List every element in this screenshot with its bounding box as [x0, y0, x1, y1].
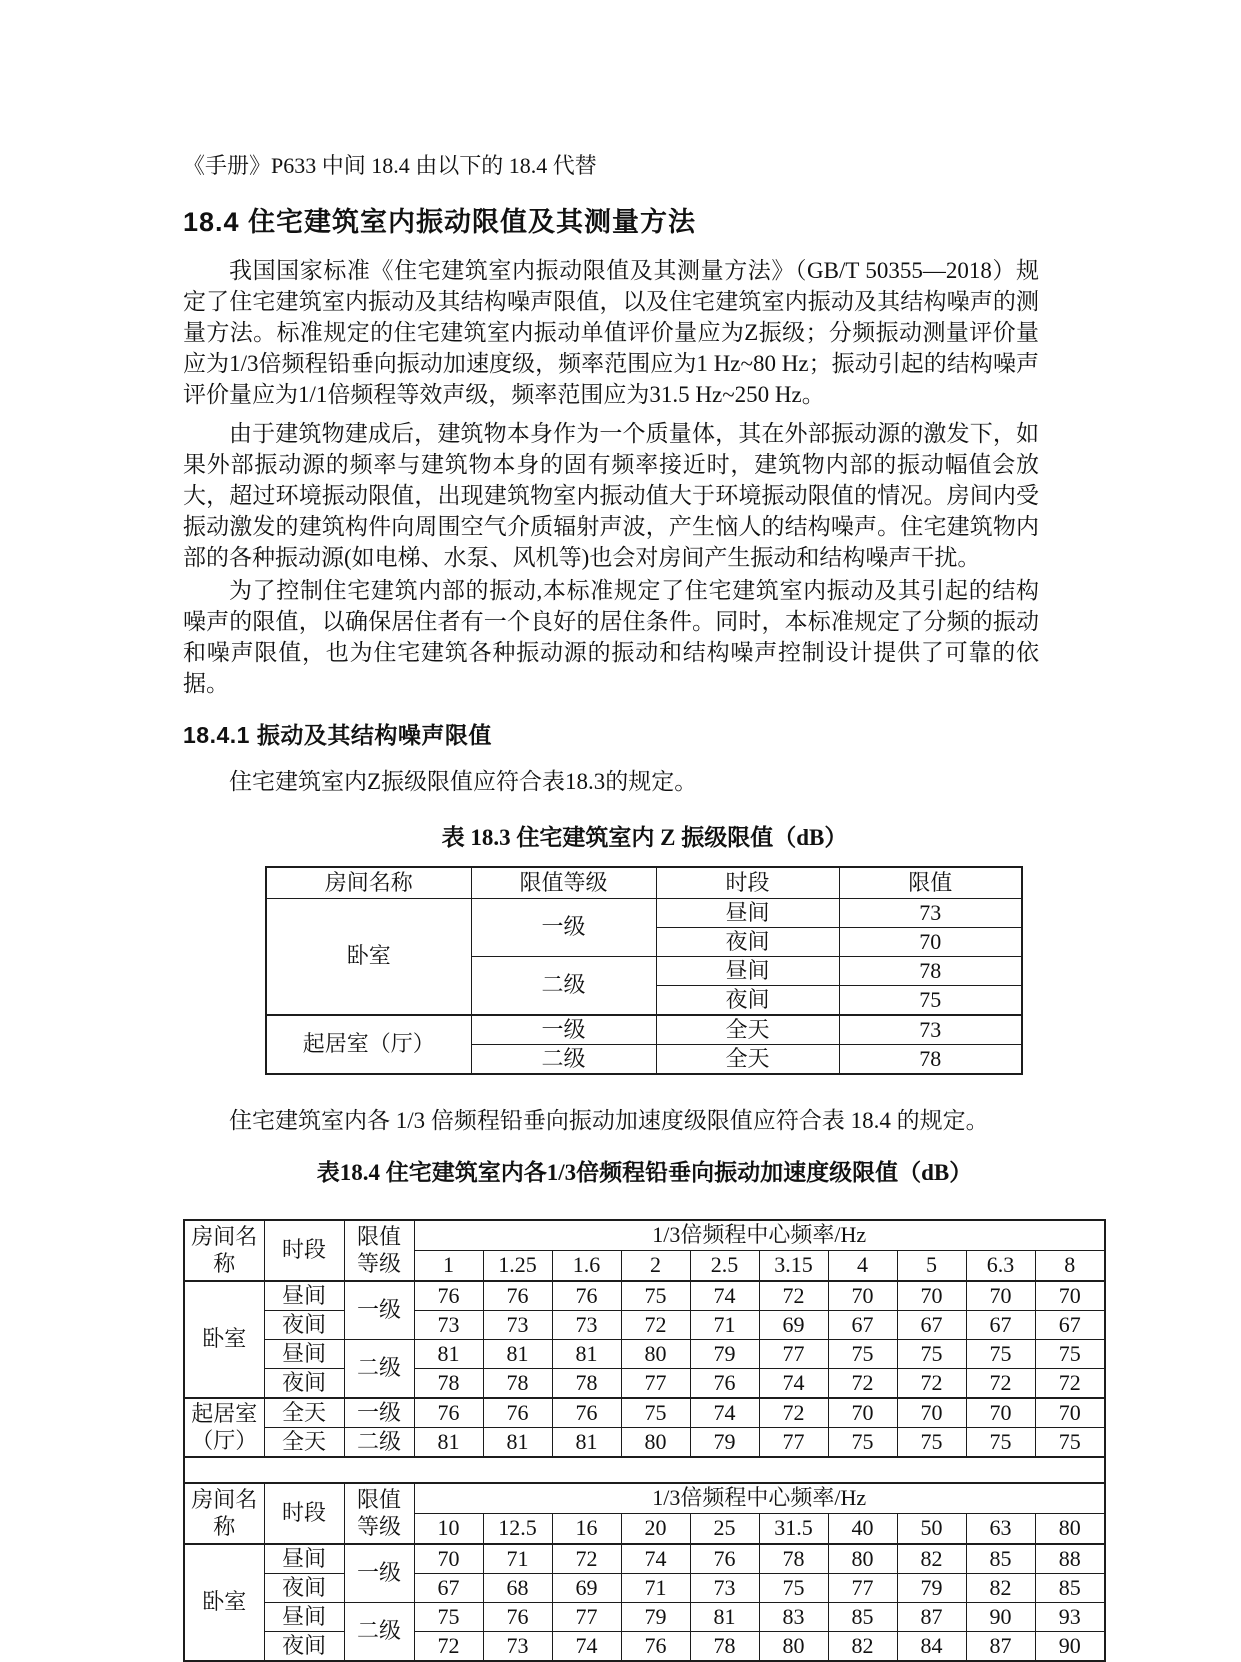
- freq-cell: 16: [552, 1514, 621, 1545]
- table-header-row: [184, 1483, 1105, 1514]
- value-cell: 69: [552, 1574, 621, 1603]
- freq-cell: 6.3: [966, 1251, 1035, 1282]
- header-room: 房间名称: [266, 867, 471, 899]
- value-cell: 73: [839, 899, 1022, 928]
- value-cell: 90: [966, 1603, 1035, 1632]
- period-cell: 夜间: [264, 1369, 344, 1399]
- freq-cell: 12.5: [483, 1514, 552, 1545]
- period-cell: 昼间: [264, 1281, 344, 1311]
- value-cell: 77: [759, 1340, 828, 1369]
- value-cell: 93: [1035, 1603, 1105, 1632]
- table-row: [184, 1398, 1105, 1428]
- freq-cell: 8: [1035, 1251, 1105, 1282]
- table-row: [184, 1632, 1105, 1662]
- header-grade: 限值等级: [344, 1483, 414, 1544]
- value-cell: 81: [414, 1428, 483, 1458]
- table-18-4-caption: 表18.4 住宅建筑室内各1/3倍频程铅垂向振动加速度级限值（dB）: [316, 1160, 973, 1185]
- room-cell: 卧室: [184, 1281, 264, 1398]
- value-cell: 70: [828, 1281, 897, 1311]
- table-row: [184, 1428, 1105, 1458]
- value-cell: 75: [1035, 1428, 1105, 1458]
- value-cell: 79: [621, 1603, 690, 1632]
- value-cell: 75: [759, 1574, 828, 1603]
- grade-cell: 一级: [344, 1398, 414, 1428]
- header-freq-band: 1/3倍频程中心频率/Hz: [414, 1483, 1105, 1514]
- period-cell: 昼间: [264, 1603, 344, 1632]
- freq-cell: 1: [414, 1251, 483, 1282]
- freq-cell: 63: [966, 1514, 1035, 1545]
- value-cell: 72: [897, 1369, 966, 1399]
- table-row: [266, 1015, 1022, 1045]
- grade-cell: 一级: [344, 1544, 414, 1603]
- freq-cell: 25: [690, 1514, 759, 1545]
- revision-note: 《手册》P633 中间 18.4 由以下的 18.4 代替: [183, 153, 597, 178]
- value-cell: 85: [1035, 1574, 1105, 1603]
- value-cell: 77: [759, 1428, 828, 1458]
- value-cell: 81: [552, 1340, 621, 1369]
- freq-cell: 1.25: [483, 1251, 552, 1282]
- value-cell: 82: [966, 1574, 1035, 1603]
- value-cell: 74: [621, 1544, 690, 1574]
- value-cell: 81: [552, 1428, 621, 1458]
- freq-cell: 50: [897, 1514, 966, 1545]
- table-18-3: [265, 866, 1023, 1075]
- value-cell: 76: [414, 1398, 483, 1428]
- section-18-4-title: 18.4 住宅建筑室内振动限值及其测量方法: [183, 207, 697, 237]
- period-cell: 夜间: [264, 1632, 344, 1662]
- value-cell: 68: [483, 1574, 552, 1603]
- freq-cell: 1.6: [552, 1251, 621, 1282]
- value-cell: 81: [483, 1340, 552, 1369]
- value-cell: 75: [828, 1428, 897, 1458]
- grade-cell: 二级: [471, 1045, 656, 1075]
- table-row: [266, 899, 1022, 928]
- grade-cell: 一级: [471, 1015, 656, 1045]
- value-cell: 79: [897, 1574, 966, 1603]
- value-cell: 72: [552, 1544, 621, 1574]
- table-18-4-intro: 住宅建筑室内各 1/3 倍频程铅垂向振动加速度级限值应符合表 18.4 的规定。: [229, 1108, 989, 1133]
- table-row: [184, 1544, 1105, 1574]
- value-cell: 70: [414, 1544, 483, 1574]
- header-room: 房间名称: [184, 1483, 264, 1544]
- freq-cell: 4: [828, 1251, 897, 1282]
- room-cell: 起居室（厅）: [266, 1015, 471, 1074]
- value-cell: 81: [483, 1428, 552, 1458]
- value-cell: 70: [1035, 1281, 1105, 1311]
- value-cell: 76: [690, 1544, 759, 1574]
- header-period: 时段: [264, 1220, 344, 1281]
- value-cell: 71: [483, 1544, 552, 1574]
- value-cell: 75: [621, 1281, 690, 1311]
- value-cell: 78: [483, 1369, 552, 1399]
- value-cell: 74: [690, 1281, 759, 1311]
- header-freq-band: 1/3倍频程中心频率/Hz: [414, 1220, 1105, 1251]
- room-cell: 卧室: [184, 1544, 264, 1661]
- header-period: 时段: [264, 1483, 344, 1544]
- value-cell: 82: [828, 1632, 897, 1662]
- value-cell: 79: [690, 1428, 759, 1458]
- value-cell: 76: [483, 1398, 552, 1428]
- subsection-18-4-1-title: 18.4.1 振动及其结构噪声限值: [183, 722, 492, 748]
- freq-cell: 3.15: [759, 1251, 828, 1282]
- value-cell: 84: [897, 1632, 966, 1662]
- value-cell: 73: [483, 1632, 552, 1662]
- value-cell: 78: [759, 1544, 828, 1574]
- value-cell: 73: [483, 1311, 552, 1340]
- value-cell: 75: [621, 1398, 690, 1428]
- value-cell: 80: [621, 1428, 690, 1458]
- header-grade: 限值等级: [344, 1220, 414, 1281]
- grade-cell: 二级: [344, 1340, 414, 1399]
- grade-cell: 二级: [344, 1603, 414, 1662]
- freq-cell: 2.5: [690, 1251, 759, 1282]
- value-cell: 83: [759, 1603, 828, 1632]
- value-cell: 87: [966, 1632, 1035, 1662]
- value-cell: 71: [690, 1311, 759, 1340]
- value-cell: 90: [1035, 1632, 1105, 1662]
- paragraph-standard-overview: 我国国家标准《住宅建筑室内振动限值及其测量方法》（GB/T 50355—2018）规定了住宅建筑室内振动及其结构噪声限值，以及住宅建筑室内振动及其结构噪声的测量方法。标准规定的住宅建筑室内振动单值评价量应为Z振级；分频振动测量评价量应为1/3倍频程铅垂向振动加速度级，频率范围应为1 Hz~80 Hz；振动引起的结构噪声评价量应为1/1倍频程等效声级，频率范围应为31.5 Hz~250 Hz。: [183, 258, 1039, 407]
- value-cell: 70: [897, 1398, 966, 1428]
- freq-cell: 10: [414, 1514, 483, 1545]
- value-cell: 67: [1035, 1311, 1105, 1340]
- freq-cell: 31.5: [759, 1514, 828, 1545]
- value-cell: 73: [839, 1015, 1022, 1045]
- value-cell: 67: [897, 1311, 966, 1340]
- value-cell: 80: [621, 1340, 690, 1369]
- value-cell: 70: [828, 1398, 897, 1428]
- grade-cell: 一级: [471, 899, 656, 957]
- table-row: [184, 1369, 1105, 1399]
- value-cell: 76: [621, 1632, 690, 1662]
- value-cell: 67: [414, 1574, 483, 1603]
- value-cell: 72: [1035, 1369, 1105, 1399]
- period-cell: 夜间: [656, 986, 839, 1016]
- table-header-row: [266, 867, 1022, 899]
- paragraph-control-purpose: 为了控制住宅建筑内部的振动,本标准规定了住宅建筑室内振动及其引起的结构噪声的限值，以确保居住者有一个良好的居住条件。同时，本标准规定了分频的振动和噪声限值，也为住宅建筑各种振动源的振动和结构噪声控制设计提供了可靠的依据。: [183, 578, 1039, 696]
- value-cell: 78: [839, 957, 1022, 986]
- room-cell: 起居室（厅）: [184, 1398, 264, 1457]
- header-limit: 限值: [839, 867, 1022, 899]
- value-cell: 75: [897, 1340, 966, 1369]
- period-cell: 昼间: [656, 899, 839, 928]
- value-cell: 69: [759, 1311, 828, 1340]
- header-period: 时段: [656, 867, 839, 899]
- value-cell: 77: [552, 1603, 621, 1632]
- value-cell: 78: [839, 1045, 1022, 1075]
- period-cell: 全天: [656, 1045, 839, 1075]
- value-cell: 73: [552, 1311, 621, 1340]
- period-cell: 昼间: [656, 957, 839, 986]
- value-cell: 74: [552, 1632, 621, 1662]
- value-cell: 67: [828, 1311, 897, 1340]
- value-cell: 76: [690, 1369, 759, 1399]
- period-cell: 夜间: [264, 1311, 344, 1340]
- value-cell: 72: [966, 1369, 1035, 1399]
- table-18-4: [183, 1219, 1106, 1662]
- freq-cell: 5: [897, 1251, 966, 1282]
- freq-cell: 20: [621, 1514, 690, 1545]
- freq-cell: 2: [621, 1251, 690, 1282]
- value-cell: 76: [483, 1281, 552, 1311]
- value-cell: 71: [621, 1574, 690, 1603]
- value-cell: 75: [414, 1603, 483, 1632]
- value-cell: 82: [897, 1544, 966, 1574]
- value-cell: 72: [414, 1632, 483, 1662]
- value-cell: 75: [828, 1340, 897, 1369]
- period-cell: 昼间: [264, 1340, 344, 1369]
- separator-row: [184, 1457, 1105, 1483]
- table-row: [184, 1340, 1105, 1369]
- value-cell: 80: [828, 1544, 897, 1574]
- value-cell: 78: [690, 1632, 759, 1662]
- value-cell: 81: [690, 1603, 759, 1632]
- value-cell: 75: [897, 1428, 966, 1458]
- table-18-3-caption: 表 18.3 住宅建筑室内 Z 振级限值（dB）: [441, 825, 848, 850]
- header-grade: 限值等级: [471, 867, 656, 899]
- value-cell: 76: [414, 1281, 483, 1311]
- table-row: [184, 1281, 1105, 1311]
- value-cell: 73: [690, 1574, 759, 1603]
- value-cell: 85: [828, 1603, 897, 1632]
- value-cell: 77: [828, 1574, 897, 1603]
- period-cell: 夜间: [264, 1574, 344, 1603]
- value-cell: 75: [966, 1428, 1035, 1458]
- value-cell: 72: [759, 1398, 828, 1428]
- value-cell: 70: [839, 928, 1022, 957]
- grade-cell: 二级: [344, 1428, 414, 1458]
- value-cell: 76: [552, 1398, 621, 1428]
- value-cell: 77: [621, 1369, 690, 1399]
- value-cell: 72: [828, 1369, 897, 1399]
- value-cell: 87: [897, 1603, 966, 1632]
- table-row: [184, 1311, 1105, 1340]
- room-cell: 卧室: [266, 899, 471, 1016]
- value-cell: 76: [483, 1603, 552, 1632]
- period-cell: 全天: [264, 1398, 344, 1428]
- period-cell: 昼间: [264, 1544, 344, 1574]
- value-cell: 76: [552, 1281, 621, 1311]
- value-cell: 74: [690, 1398, 759, 1428]
- grade-cell: 一级: [344, 1281, 414, 1340]
- paragraph-building-vibration: 由于建筑物建成后，建筑物本身作为一个质量体，其在外部振动源的激发下，如果外部振动源的频率与建筑物本身的固有频率接近时，建筑物内部的振动幅值会放大，超过环境振动限值，出现建筑物室内振动值大于环境振动限值的情况。房间内受振动激发的建筑构件向周围空气介质辐射声波，产生恼人的结构噪声。住宅建筑物内部的各种振动源(如电梯、水泵、风机等)也会对房间产生振动和结构噪声干扰。: [183, 421, 1039, 570]
- value-cell: 75: [1035, 1340, 1105, 1369]
- value-cell: 70: [1035, 1398, 1105, 1428]
- grade-cell: 二级: [471, 957, 656, 1016]
- value-cell: 80: [759, 1632, 828, 1662]
- freq-cell: 40: [828, 1514, 897, 1545]
- value-cell: 70: [966, 1281, 1035, 1311]
- separator-cell: [184, 1457, 1105, 1483]
- value-cell: 78: [552, 1369, 621, 1399]
- table-header-row: [184, 1220, 1105, 1251]
- value-cell: 85: [966, 1544, 1035, 1574]
- header-room: 房间名称: [184, 1220, 264, 1281]
- value-cell: 72: [621, 1311, 690, 1340]
- period-cell: 全天: [656, 1015, 839, 1045]
- value-cell: 72: [759, 1281, 828, 1311]
- value-cell: 81: [414, 1340, 483, 1369]
- value-cell: 74: [759, 1369, 828, 1399]
- value-cell: 70: [897, 1281, 966, 1311]
- table-18-3-intro: 住宅建筑室内Z振级限值应符合表18.3的规定。: [229, 769, 698, 794]
- table-row: [184, 1574, 1105, 1603]
- value-cell: 67: [966, 1311, 1035, 1340]
- freq-cell: 80: [1035, 1514, 1105, 1545]
- value-cell: 75: [839, 986, 1022, 1016]
- value-cell: 75: [966, 1340, 1035, 1369]
- period-cell: 夜间: [656, 928, 839, 957]
- value-cell: 78: [414, 1369, 483, 1399]
- value-cell: 88: [1035, 1544, 1105, 1574]
- table-row: [184, 1603, 1105, 1632]
- value-cell: 73: [414, 1311, 483, 1340]
- value-cell: 79: [690, 1340, 759, 1369]
- value-cell: 70: [966, 1398, 1035, 1428]
- period-cell: 全天: [264, 1428, 344, 1458]
